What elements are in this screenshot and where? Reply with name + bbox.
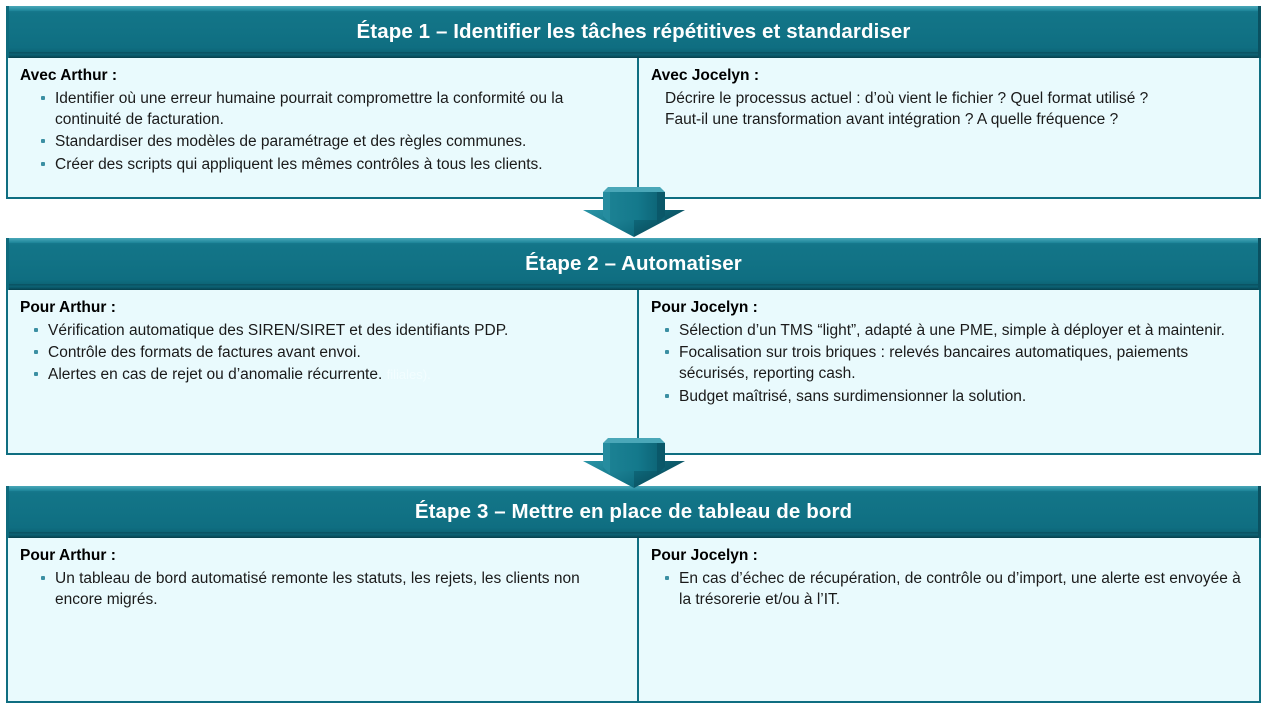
step-2-jocelyn-heading: Pour Jocelyn : [651,299,758,316]
list-item: Créer des scripts qui appliquent les mêmes contrôles à tous les clients. [20,154,627,175]
step-2-arthur-list [20,320,627,386]
step-1-header [6,6,1261,58]
list-item: Vérification automatique des SIREN/SIRET et des identifiants PDP. [20,320,627,341]
step-2-column-jocelyn [639,290,1259,453]
step-1-body [6,58,1261,199]
step-2-jocelyn-list [651,320,1249,407]
step-2-body [6,290,1261,455]
list-item: Décrire le processus actuel : d’où vient le fichier ? Quel format utilisé ? [665,89,1149,107]
step-3-header [6,486,1261,538]
list-item: Focalisation sur trois briques : relevés bancaires automatiques, paiements sécurisés, reporting cash. [651,342,1249,384]
list-item [20,364,627,385]
step-block-3 [6,486,1261,703]
step-3-title: Étape 3 – Mettre en place de tableau de bord [414,499,853,523]
list-item: Faut-il une transformation avant intégration ? A quelle fréquence ? [665,111,1119,129]
step-3-jocelyn-heading: Pour Jocelyn : [651,547,758,564]
step-1-jocelyn-heading: Avec Jocelyn : [651,67,759,84]
list-item: En cas d’échec de récupération, de contrôle ou d’import, une alerte est envoyée à la trésorerie et/ou à l’IT. [651,568,1249,610]
step-1-arthur-heading: Avec Arthur : [20,67,118,84]
faint-text-artifact: filiales). [386,367,431,383]
connector-arrow-step1-step2 [579,183,689,237]
step-3-column-jocelyn [639,538,1259,701]
step-2-title: Étape 2 – Automatiser [525,251,742,275]
step-2-header [6,238,1261,290]
step-1-column-jocelyn [639,58,1259,197]
step-block-2 [6,238,1261,455]
step-3-body [6,538,1261,703]
step-3-arthur-list [20,568,627,610]
step-2-arthur-heading: Pour Arthur : [20,299,116,316]
step-1-jocelyn-list [651,88,1249,130]
step-block-1 [6,6,1261,199]
step-3-column-arthur [8,538,639,701]
down-arrow-icon [579,434,689,488]
list-item: Contrôle des formats de factures avant envoi. [20,342,627,363]
step-2-column-arthur [8,290,639,453]
list-item-text: Alertes en cas de rejet ou d’anomalie récurrente. [48,366,383,384]
step-1-arthur-list [20,88,627,175]
list-item: Un tableau de bord automatisé remonte les statuts, les rejets, les clients non encore migrés. [20,568,627,610]
down-arrow-icon [579,183,689,237]
step-1-title: Étape 1 – Identifier les tâches répétitives et standardiser [356,19,911,43]
list-item: Standardiser des modèles de paramétrage et des règles communes. [20,131,627,152]
connector-arrow-step2-step3 [579,434,689,488]
step-3-arthur-heading: Pour Arthur : [20,547,116,564]
list-item: Identifier où une erreur humaine pourrait compromettre la conformité ou la continuité de facturation. [20,88,627,130]
list-item: Sélection d’un TMS “light”, adapté à une PME, simple à déployer et à maintenir. [651,320,1249,341]
list-item: Budget maîtrisé, sans surdimensionner la solution. [651,386,1249,407]
step-1-column-arthur [8,58,639,197]
step-3-jocelyn-list [651,568,1249,610]
